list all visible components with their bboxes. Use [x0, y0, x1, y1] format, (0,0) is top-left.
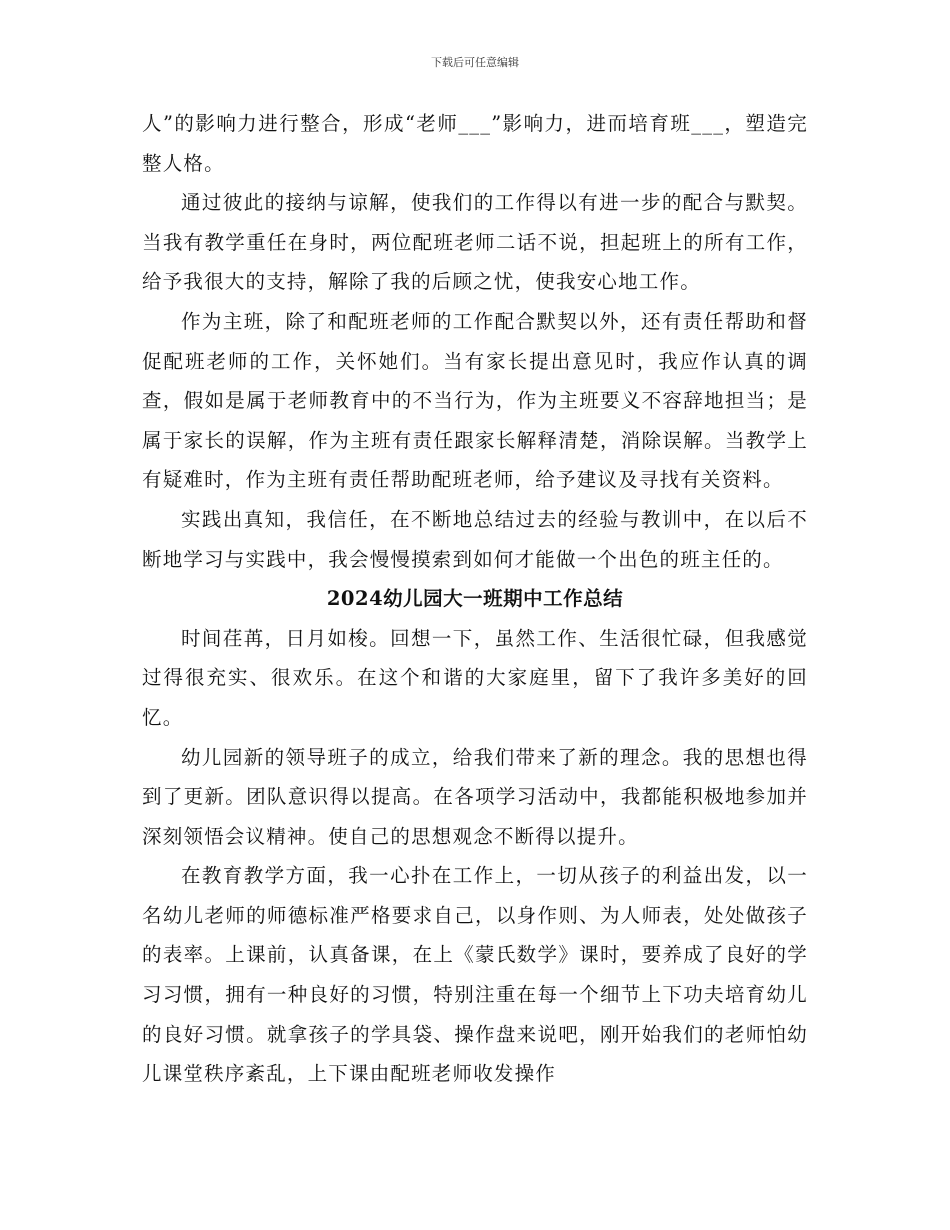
section-title: 2024幼儿园大一班期中工作总结 [326, 587, 624, 611]
paragraph-continued: 人”的影响力进行整合，形成“老师___”影响力，进而培育班___，塑造完整人格。 [142, 112, 808, 175]
document-body [142, 104, 808, 1094]
paragraph: 时间荏苒，日月如梭。回想一下，虽然工作、生活很忙碌，但我感觉过得很充实、很欢乐。在这个和谐的大家庭里，留下了我许多美好的回忆。 [142, 626, 808, 729]
paragraph: 作为主班，除了和配班老师的工作配合默契以外，还有责任帮助和督促配班老师的工作，关怀她们。当有家长提出意见时，我应作认真的调查，假如是属于老师教育中的不当行为，作为主班要义不容辞地担当；是属于家长的误解，作为主班有责任跟家长解释清楚，消除误解。当教学上有疑难时，作为主班有责任帮助配班老师，给予建议及寻找有关资料。 [142, 309, 808, 492]
page-header-note: 下载后可任意编辑 [431, 56, 519, 69]
paragraph: 幼儿园新的领导班子的成立，给我们带来了新的理念。我的思想也得到了更新。团队意识得以提高。在各项学习活动中，我都能积极地参加并深刻领悟会议精神。使自己的思想观念不断得以提升。 [142, 745, 808, 848]
paragraph: 实践出真知，我信任，在不断地总结过去的经验与教训中，在以后不断地学习与实践中，我会慢慢摸索到如何才能做一个出色的班主任的。 [142, 507, 808, 571]
paragraph: 通过彼此的接纳与谅解，使我们的工作得以有进一步的配合与默契。当我有教学重任在身时，两位配班老师二话不说，担起班上的所有工作，给予我很大的支持，解除了我的后顾之忧，使我安心地工作。 [142, 191, 808, 294]
paragraph: 在教育教学方面，我一心扑在工作上，一切从孩子的利益出发，以一名幼儿老师的师德标准严格要求自己，以身作则、为人师表，处处做孩子的表率。上课前，认真备课，在上《蒙氏数学》课时，要养成了良好的学习习惯，拥有一种良好的习惯，特别注重在每一个细节上下功夫培育幼儿的良好习惯。就拿孩子的学具袋、操作盘来说吧，刚开始我们的老师怕幼儿课堂秩序紊乱，上下课由配班老师收发操作 [142, 864, 808, 1086]
